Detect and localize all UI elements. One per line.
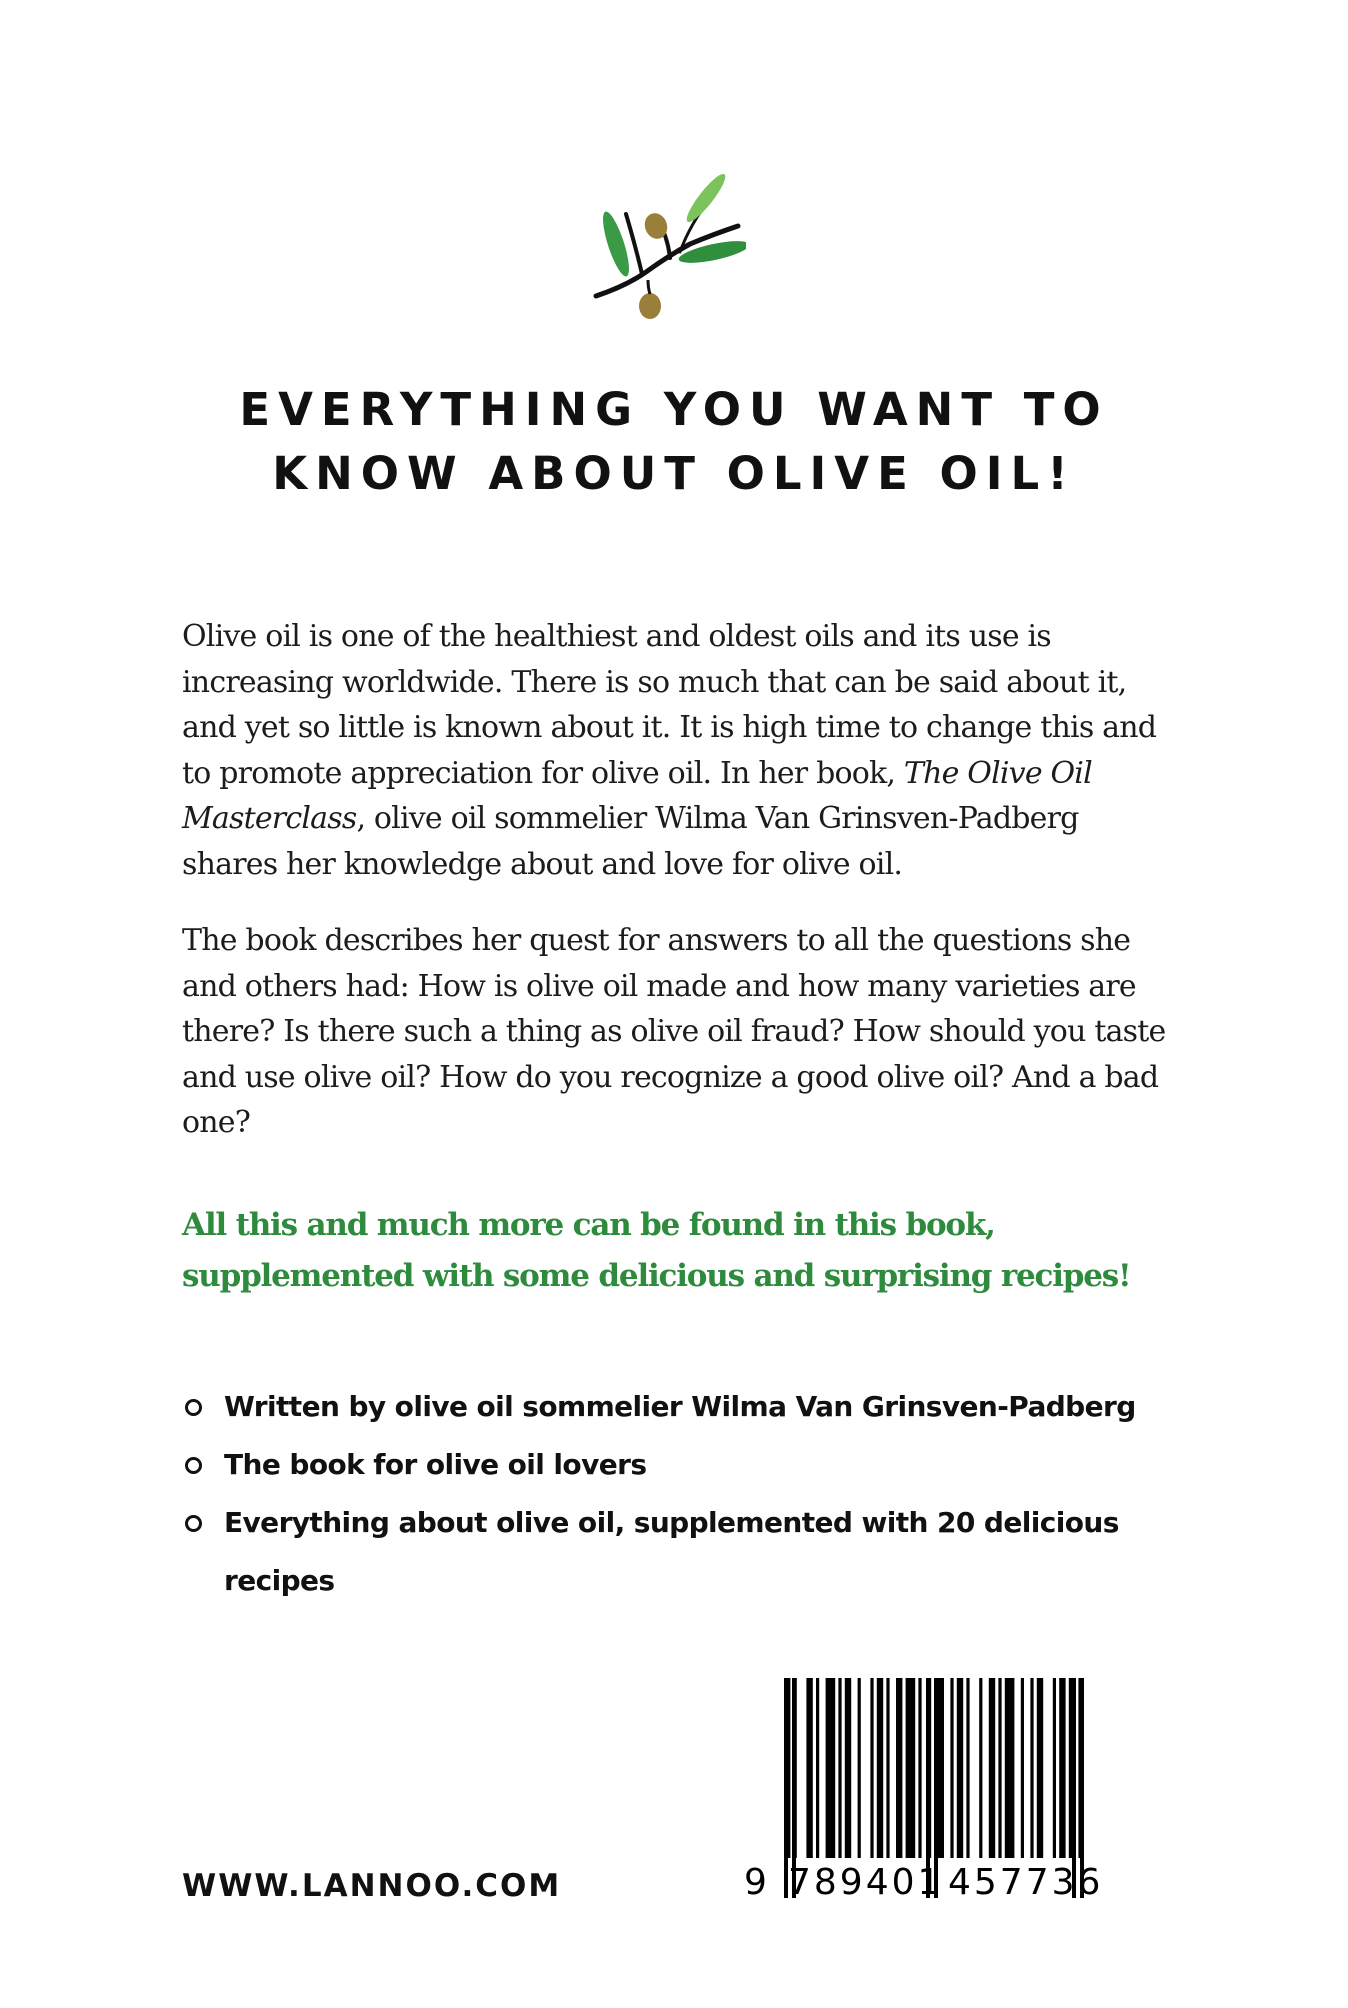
barcode-bar bbox=[826, 1678, 836, 1858]
barcode-bar bbox=[1005, 1678, 1015, 1858]
list-item bbox=[182, 1378, 1202, 1436]
barcode-bar bbox=[979, 1678, 982, 1858]
list-item bbox=[182, 1494, 1202, 1597]
barcode-bar bbox=[1030, 1678, 1033, 1858]
barcode-bar bbox=[1021, 1678, 1024, 1858]
barcode-bar bbox=[858, 1678, 861, 1858]
headline-line-2: KNOW ABOUT OLIVE OIL! bbox=[272, 447, 1076, 500]
barcode-first-digit: 9 bbox=[744, 1862, 767, 1903]
circle-bullet-icon bbox=[185, 1457, 202, 1474]
circle-bullet-icon bbox=[185, 1515, 202, 1532]
barcode-bar bbox=[816, 1678, 819, 1858]
barcode-bar bbox=[1053, 1678, 1056, 1858]
headline-line-1: EVERYTHING YOU WANT TO bbox=[239, 383, 1109, 436]
barcode-bar bbox=[896, 1678, 902, 1858]
barcode-bar bbox=[1037, 1678, 1043, 1858]
barcode-bar bbox=[1059, 1678, 1065, 1858]
barcode-group-1: 789401 bbox=[788, 1862, 944, 1903]
publisher-website: WWW.LANNOO.COM bbox=[182, 1868, 562, 1904]
barcode-bar bbox=[886, 1678, 889, 1858]
olive-branch-icon bbox=[586, 168, 746, 328]
barcode-bar bbox=[966, 1678, 969, 1858]
barcode-bar bbox=[806, 1678, 812, 1858]
barcode-group-2: 457736 bbox=[948, 1862, 1104, 1903]
highlight-line-1: All this and much more can be found in this book, bbox=[182, 1207, 995, 1243]
barcode-bar bbox=[838, 1678, 841, 1858]
list-item-text: Written by olive oil sommelier Wilma Van Grinsven-Padberg bbox=[224, 1390, 1136, 1423]
circle-bullet-icon bbox=[185, 1399, 202, 1416]
barcode-bar bbox=[989, 1678, 995, 1858]
barcode-bar bbox=[918, 1678, 921, 1858]
description-text: Olive oil is one of the healthiest and oldest oils and its use is increasing worldwide. There is so much that can be said about it, and yet so little is known about it. It is high time to change this and to promote appreciation for olive oil. In her book, bbox=[182, 619, 1157, 791]
description-text: , olive oil sommelier Wilma Van Grinsven-Padberg shares her knowledge about and love for olive oil. bbox=[182, 801, 1079, 882]
barcode-bar bbox=[870, 1678, 873, 1858]
barcode-bar bbox=[906, 1678, 916, 1858]
barcode-bar bbox=[845, 1678, 851, 1858]
barcode-number bbox=[742, 1862, 1122, 1908]
barcode-bar bbox=[950, 1678, 953, 1858]
description-paragraph-2: The book describes her quest for answers to all the questions she and others had: How is olive oil made and how many varieties are there? Is there such a thing as olive oil fraud? How should you taste and use olive oil? How do you recognize a good olive oil? And a bad one? bbox=[182, 923, 1166, 1140]
barcode-bar bbox=[998, 1678, 1001, 1858]
book-title: The Olive Oil Masterclass bbox=[182, 755, 1092, 836]
list-item-text: The book for olive oil lovers bbox=[224, 1448, 647, 1481]
barcode-bar bbox=[957, 1678, 963, 1858]
highlight-line-2: supplemented with some delicious and surprising recipes! bbox=[182, 1258, 1131, 1294]
list-item bbox=[182, 1436, 1202, 1494]
highlight-text bbox=[182, 1200, 1192, 1302]
list-item-text: Everything about olive oil, supplemented with 20 delicious recipes bbox=[224, 1506, 1119, 1597]
description-paragraph-1 bbox=[182, 614, 1172, 887]
barcode-bar bbox=[877, 1678, 883, 1858]
feature-list bbox=[182, 1378, 1202, 1597]
